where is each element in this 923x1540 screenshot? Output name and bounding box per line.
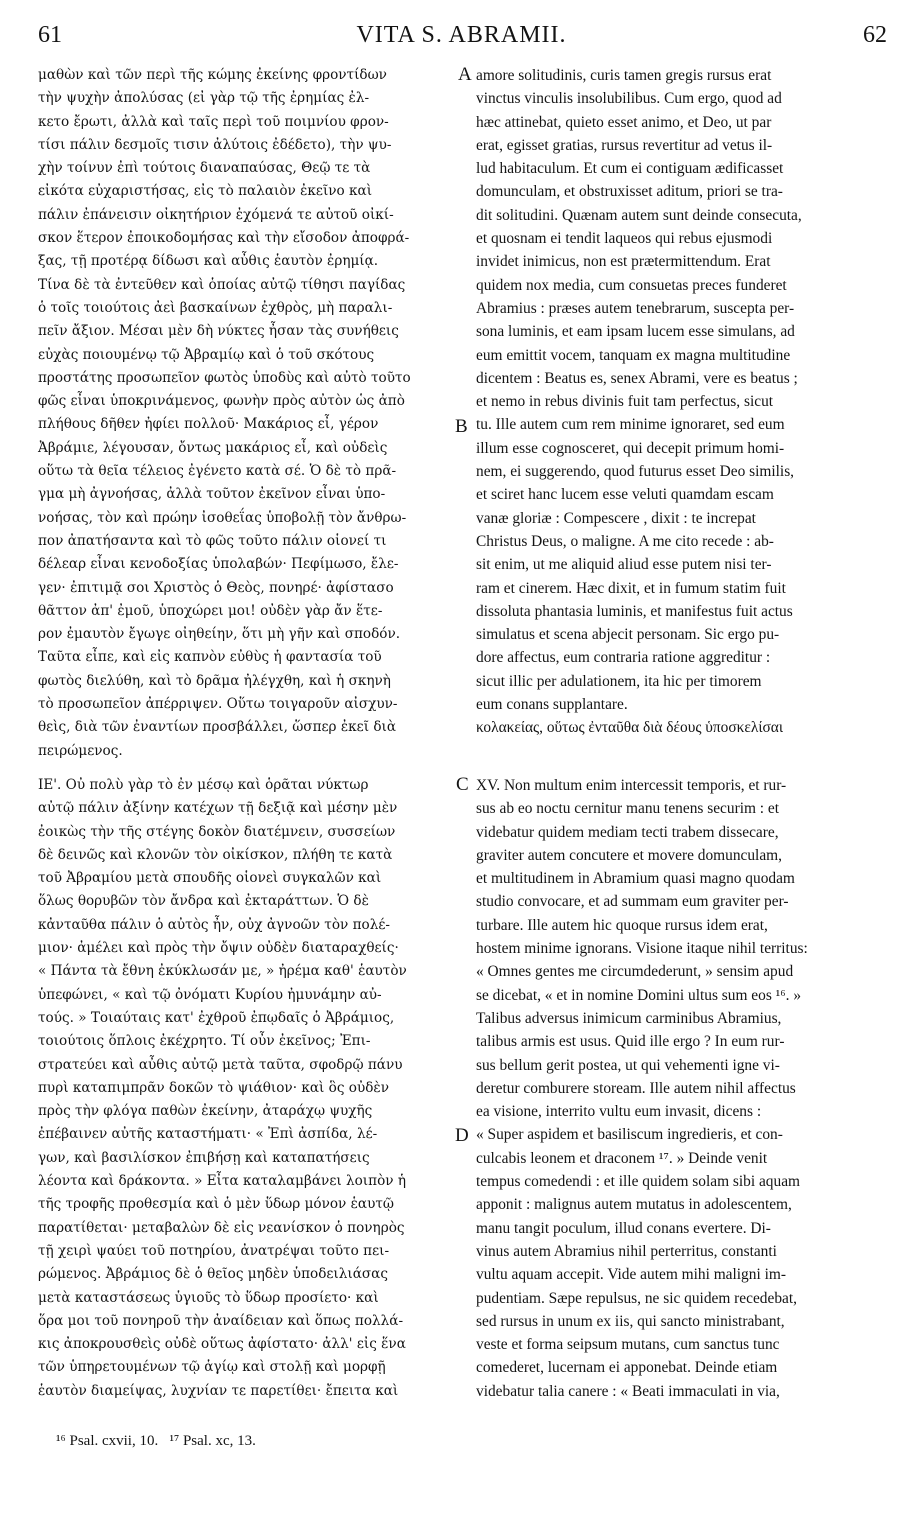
- text-line: τῆς τροφῆς προθεσμία καὶ ὁ μὲν ὕδωρ μόνον ἑαυτῷ: [38, 1196, 394, 1213]
- text-line: κετο ἔρωτι, ἀλλὰ καὶ ταῖς περὶ τοῦ ποιμνίου φρον-: [38, 113, 389, 130]
- left-page-number: 61: [38, 22, 62, 48]
- text-line: simulatus et scena abjecit personam. Sic ergo pu-: [476, 626, 780, 644]
- text-line: vanæ gloriæ : Compescere , dixit : te increpat: [476, 509, 756, 527]
- right-page-number: 62: [863, 22, 887, 48]
- text-line: deretur comburere stoream. Ille autem nihil affectus: [476, 1079, 796, 1097]
- text-line: amore solitudinis, curis tamen gregis rursus erat: [476, 67, 772, 84]
- text-line: τὸ προσωπεῖον ἀπέρριψεν. Οὕτω τοιγαροῦν αἰσχυν-: [38, 696, 398, 713]
- text-line: δέλεαρ εἶναι κενοδοξίας ὑπολαβών· Πεφίμωσο, ἔλε-: [38, 556, 399, 573]
- text-line: τὴν ψυχὴν ἀπολύσας (εἰ γὰρ τῷ τῆς ἐρημίας ἐλ-: [38, 90, 370, 107]
- margin-marker-c: C: [456, 774, 469, 795]
- latin-column-first: [476, 64, 904, 740]
- text-line: vultu aquam accepit. Vide autem mihi maligni im-: [476, 1266, 786, 1284]
- text-line: πειρώμενος.: [38, 742, 123, 759]
- text-line: apponit : malignus autem mutatus in adolescentem,: [476, 1196, 792, 1214]
- text-line: sed rursus in unum ex iis, qui sancto ministrabant,: [476, 1312, 785, 1330]
- text-line: hostem minime ignorans. Visione itaque nihil territus:: [476, 940, 808, 958]
- text-line: Τίνα δὲ τὰ ἐντεῦθεν καὶ ὁποίας αὐτῷ τίθησι παγίδας: [38, 276, 406, 293]
- text-line: κολακείας, οὕτως ἐνταῦθα διὰ δέους ὑποσκελίσαι: [476, 719, 783, 737]
- text-line: ρώμενος. Ἀβράμιος δὲ ὁ θεῖος μηδὲν ὑποδειλιάσας: [38, 1266, 388, 1283]
- text-line: culcabis leonem et draconem ¹⁷. » Deinde venit: [476, 1149, 768, 1167]
- running-title: VITA S. ABRAMII.: [356, 22, 567, 48]
- text-line: tu. Ille autem cum rem minime ignoraret, sed eum: [476, 416, 785, 434]
- text-line: tempus comedendi : et ille quidem solam sibi aquam: [476, 1173, 800, 1191]
- latin-column-second: [476, 774, 904, 1403]
- text-line: λέοντα καὶ δράκοντα. » Εἶτα καταλαμβάνει λοιπὸν ἡ: [38, 1173, 406, 1190]
- text-line: comederet, lucernam ei apponebat. Deinde etiam: [476, 1359, 778, 1377]
- text-line: θεὶς, διὰ τῶν ἐναντίων προσβάλλει, ὥσπερ ἐκεῖ διὰ: [38, 719, 397, 736]
- text-line: lud habitaculum. Et cum ei contiguam ædificasset: [476, 160, 784, 178]
- text-line: ὁ τοῖς τοιούτοις ἀεὶ βασκαίνων ἐχθρὸς, μὴ παραλι-: [38, 299, 393, 316]
- text-line: ἐοικὼς τὴν τῆς στέγης δοκὸν διατέμνειν, συσσείων: [38, 823, 396, 840]
- running-header: [28, 22, 895, 60]
- text-line: νοήσας, τὸν καὶ πρώην ἰσοθεΐας ὑποβολῇ τὸν ἄνθρω-: [38, 509, 407, 526]
- text-line: studio convocare, et ad summam eum graviter per-: [476, 893, 789, 911]
- text-line: dit solitudini. Quænam autem sunt deinde consecuta,: [476, 206, 802, 224]
- text-line: πεῖν ἄξιον. Μέσαι μὲν δὴ νύκτες ἦσαν τὰς συνήθεις: [38, 323, 399, 340]
- text-line: τοῦ Ἀβραμίου μετὰ σπουδῆς οἱονεὶ συγκαλῶν καὶ: [38, 870, 382, 887]
- text-line: ΙΕ'. Οὐ πολὺ γὰρ τὸ ἐν μέσῳ καὶ ὁρᾶται νύκτωρ: [38, 777, 369, 793]
- text-line: « Πάντα τὰ ἔθνη ἐκύκλωσάν με, » ἠρέμα καθ' ἑαυτὸν: [38, 963, 407, 980]
- text-line: πλήθους δῆθεν ἠφίει πολλοῦ· Μακάριος εἶ, γέρον: [38, 416, 379, 433]
- text-line: Ταῦτα εἶπε, καὶ εἰς καπνὸν εὐθὺς ἡ φαντασία τοῦ: [38, 649, 382, 666]
- text-line: sus bellum gerit postea, ut qui vehementi igne vi-: [476, 1056, 780, 1074]
- text-line: pudentiam. Sæpe repulsus, ne sic quidem recedebat,: [476, 1289, 797, 1307]
- text-line: hæc attinebat, quieto esset animo, et Deo, ut par: [476, 113, 772, 131]
- text-line: δὲ δεινῶς καὶ κλονῶν τὸν οἰκίσκον, πλήθη τε κατὰ: [38, 846, 393, 863]
- text-line: ὅρα μοι τοῦ πονηροῦ τὴν ἀναίδειαν καὶ ὅπως πολλά-: [38, 1312, 404, 1329]
- text-line: XV. Non multum enim intercessit temporis, et rur-: [476, 777, 787, 794]
- text-line: τούς. » Τοιαύταις κατ' ἐχθροῦ ἐπῳδαῖς ὁ Ἀβράμιος,: [38, 1009, 395, 1026]
- text-line: talibus armis est usus. Quid ille ergo ? In eum rur-: [476, 1033, 785, 1051]
- text-line: graviter autem concutere et movere domunculam,: [476, 846, 782, 864]
- text-line: φῶς εἶναι ὑποκρινάμενος, φωνὴν πρὸς αὐτὸν ὡς ἀπὸ: [38, 393, 405, 410]
- text-line: quidem nox media, cum consuetas preces funderet: [476, 276, 787, 294]
- margin-marker-a: A: [458, 64, 472, 85]
- text-line: πον ἀπατήσαντα καὶ τὸ φῶς τοῦτο πάλιν οἱονεί τι: [38, 532, 387, 549]
- text-line: οὕτω τὰ θεῖα τέλειος ἐγένετο κατὰ σέ. Ὁ δὲ τὸ πρᾶ-: [38, 463, 397, 480]
- text-line: εἰκότα εὐχαριστήσας, εἰς τὸ παλαιὸν ἐκεῖνο καὶ: [38, 183, 373, 200]
- text-line: εὐχὰς ποιουμένῳ τῷ Ἀβραμίῳ καὶ ὁ τοῦ σκότους: [38, 346, 375, 363]
- text-line: videbatur talia canere : « Beati immaculati in via,: [476, 1382, 780, 1400]
- text-line: ἐπέβαινεν αὐτῆς καταστήματι· « Ἐπὶ ἀσπίδα, λέ-: [38, 1126, 378, 1143]
- text-line: veste et forma seipsum mutans, cum sanctus tunc: [476, 1336, 780, 1354]
- footnotes: ¹⁶ Psal. cxvii, 10. ¹⁷ Psal. xc, 13.: [56, 1433, 256, 1449]
- text-line: sona luminis, et eam ipsam lucem esse simulans, ad: [476, 323, 795, 341]
- text-line: ὅλως θορυβῶν τὸν ἄνδρα καὶ ἐκταράττων. Ὁ δὲ: [38, 893, 369, 910]
- text-line: eum conans supplantare.: [476, 696, 628, 714]
- text-line: μιον· ἀμέλει καὶ πρὸς τὴν ὄψιν οὐδὲν διαταραχθείς·: [38, 940, 399, 957]
- text-line: παρατίθεται· μεταβαλὼν δὲ εἰς νεανίσκον ὁ πονηρὸς: [38, 1219, 405, 1236]
- text-line: ξας, τῇ προτέρᾳ δίδωσι καὶ αὖθις ἑαυτὸν ἐρημίᾳ.: [38, 253, 379, 270]
- text-line: Talibus adversus inimicum carminibus Abramius,: [476, 1009, 782, 1027]
- text-line: vinctus vinculis insolubilibus. Cum ergo, quod ad: [476, 90, 782, 108]
- text-line: τῶν ὑπηρετουμένων τῷ ἁγίῳ καὶ στολῇ καὶ μορφῇ: [38, 1359, 386, 1376]
- text-line: πάλιν ἐπάνεισιν οἰκητήριον ἐχόμενά τε αὐτοῦ οἰκί-: [38, 206, 394, 223]
- text-line: sicut illic per adulationem, ita hic per timorem: [476, 672, 762, 690]
- text-line: κις ἀποκρουσθεὶς οὐδὲ οὕτως ἀφίστατο· ἀλλ' εἰς ἕνα: [38, 1336, 406, 1353]
- text-line: στρατεύει καὶ αὖθις αὐτῷ μετὰ ταῦτα, σφοδρῷ πάνυ: [38, 1056, 403, 1073]
- text-line: nem, ei suggerendo, quod futurus esset Deo similis,: [476, 463, 795, 481]
- text-line: μαθὼν καὶ τῶν περὶ τῆς κώμης ἐκείνης φροντίδων: [38, 67, 387, 83]
- text-line: et multitudinem in Abramium quasi magno quodam: [476, 870, 795, 888]
- text-line: « Omnes gentes me circumdederunt, » sensim apud: [476, 963, 794, 981]
- text-line: Christus Deus, o maligne. A me cito recede : ab-: [476, 532, 774, 550]
- text-line: et nemo in rebus divinis fuit tam perfectus, sicut: [476, 393, 774, 411]
- text-line: videbatur quidem mediam tecti trabem dissecare,: [476, 823, 779, 841]
- text-line: γων, καὶ βασιλίσκον ἐπιβήσῃ καὶ καταπατήσεις: [38, 1149, 370, 1166]
- text-line: eum emittit vocem, tanquam ex magna multitudine: [476, 346, 791, 364]
- text-line: sit enim, ut me aliquid aliud esse putem nisi ter-: [476, 556, 772, 574]
- text-line: γεν· ἐπιτιμᾷ σοι Χριστὸς ὁ Θεὸς, πονηρέ· ἀφίστασο: [38, 579, 394, 596]
- text-line: χὴν τοίνυν ἐπὶ τούτοις διαναπαύσας, Θεῷ τε τὰ: [38, 160, 371, 177]
- text-line: μετὰ καταστάσεως ὑγιοῦς τὸ ὕδωρ προσίετο· καὶ: [38, 1289, 379, 1306]
- text-line: τῇ χειρὶ ψαύει τοῦ ποτηρίου, ἀνατρέψαι τοῦτο πει-: [38, 1242, 390, 1259]
- text-line: « Super aspidem et basiliscum ingredieris, et con-: [476, 1126, 783, 1144]
- text-line: turbare. Ille autem hic quoque rursus idem erat,: [476, 916, 768, 934]
- text-line: erat, egisset gratias, rursus revertitur ad vetus il-: [476, 136, 773, 154]
- text-line: ἑαυτὸν διαμείψας, λυχνίαν τε παρετίθει· ἔπειτα καὶ: [38, 1382, 399, 1399]
- text-line: se dicebat, « et in nomine Domini ultus sum eos ¹⁶. »: [476, 986, 802, 1004]
- text-line: γμα μὴ ἀγνοήσας, ἀλλὰ τοῦτον ἐκεῖνον εἶναι ὑπο-: [38, 486, 386, 503]
- text-line: τίσι πάλιν δεσμοῖς τισιν ἀλύτοις ἐδέδετο), τὴν ψυ-: [38, 136, 392, 153]
- text-line: domunculam, et obstruxisset aditum, priori se tra-: [476, 183, 783, 201]
- text-line: sus ab eo noctu cernitur manu tenens securim : et: [476, 800, 780, 818]
- text-line: φωτὸς διελύθη, καὶ τὸ δρᾶμα ἠλέγχθη, καὶ ἡ σκηνὴ: [38, 672, 391, 689]
- greek-column-second: [38, 774, 458, 1403]
- text-line: σκον ἕτερον ἐποικοδομήσας καὶ τὴν εἴσοδον ἀποφρά-: [38, 230, 410, 247]
- text-line: θᾶττον ἀπ' ἐμοῦ, ὑποχώρει μοι! οὐδὲν γὰρ ἄν ἕτε-: [38, 602, 383, 619]
- text-line: πυρὶ καταπιμπρᾶν δοκῶν τὸ ψιάθιον· καὶ ὃς οὐδὲν: [38, 1079, 389, 1096]
- margin-marker-b: B: [455, 416, 468, 437]
- text-line: et quosnam ei tendit laqueos qui rebus ejusmodi: [476, 230, 773, 248]
- text-line: προστάτης προσωπεῖον φωτὸς ὑποδὺς καὶ αὐτὸ τοῦτο: [38, 369, 411, 386]
- text-line: ὑπεφώνει, « καὶ τῷ ὀνόματι Κυρίου ἠμυνάμην αὐ-: [38, 986, 382, 1003]
- text-line: ram et cinerem. Hæc dixit, et in fumum statim fuit: [476, 579, 786, 597]
- margin-marker-d: D: [455, 1125, 469, 1146]
- text-line: dissoluta phantasia luminis, et manifestus fuit actus: [476, 602, 793, 620]
- text-line: dore affectus, eum contraria ratione aggreditur :: [476, 649, 771, 667]
- text-line: illum esse cognosceret, qui decepit primum homi-: [476, 439, 785, 457]
- text-line: dicentem : Beatus es, senex Abrami, vere es beatus ;: [476, 369, 798, 387]
- greek-column-first: [38, 64, 458, 763]
- text-line: αὐτῷ πάλιν ἀξίνην κατέχων τῇ δεξιᾷ καὶ μέσην μὲν: [38, 800, 398, 817]
- text-line: Abramius : præses autem tenebrarum, suscepta per-: [476, 299, 795, 317]
- text-line: κἀνταῦθα πάλιν ὁ αὐτὸς ἦν, οὐχ ἀγνοῶν τὸν πολέ-: [38, 916, 390, 933]
- text-line: ea visione, interrito vultu eum invasit, dicens :: [476, 1103, 762, 1121]
- text-line: vinus autem Abramius nihil perterritus, constanti: [476, 1242, 777, 1260]
- text-line: invidet inimicus, non est prætermittendum. Erat: [476, 253, 771, 271]
- text-line: ρον ἐμαυτὸν ἔγωγε οἰηθείην, ὅτι μὴ γῆν καὶ σποδόν.: [38, 626, 401, 643]
- text-line: πρὸς τὴν φλόγα παθὼν ἐκείνην, ἀταράχῳ ψυχῆς: [38, 1103, 373, 1120]
- text-line: manu tangit poculum, illud conans evertere. Di-: [476, 1219, 771, 1237]
- text-line: τοιούτοις ὅπλοις ἐκέχρητο. Τί οὖν ἐκεῖνος; Ἐπι-: [38, 1033, 371, 1050]
- text-line: et sciret hanc lucem esse veluti quamdam escam: [476, 486, 774, 504]
- text-line: Ἀβράμιε, λέγουσαν, ὄντως μακάριος εἶ, καὶ οὐδεὶς: [38, 439, 388, 456]
